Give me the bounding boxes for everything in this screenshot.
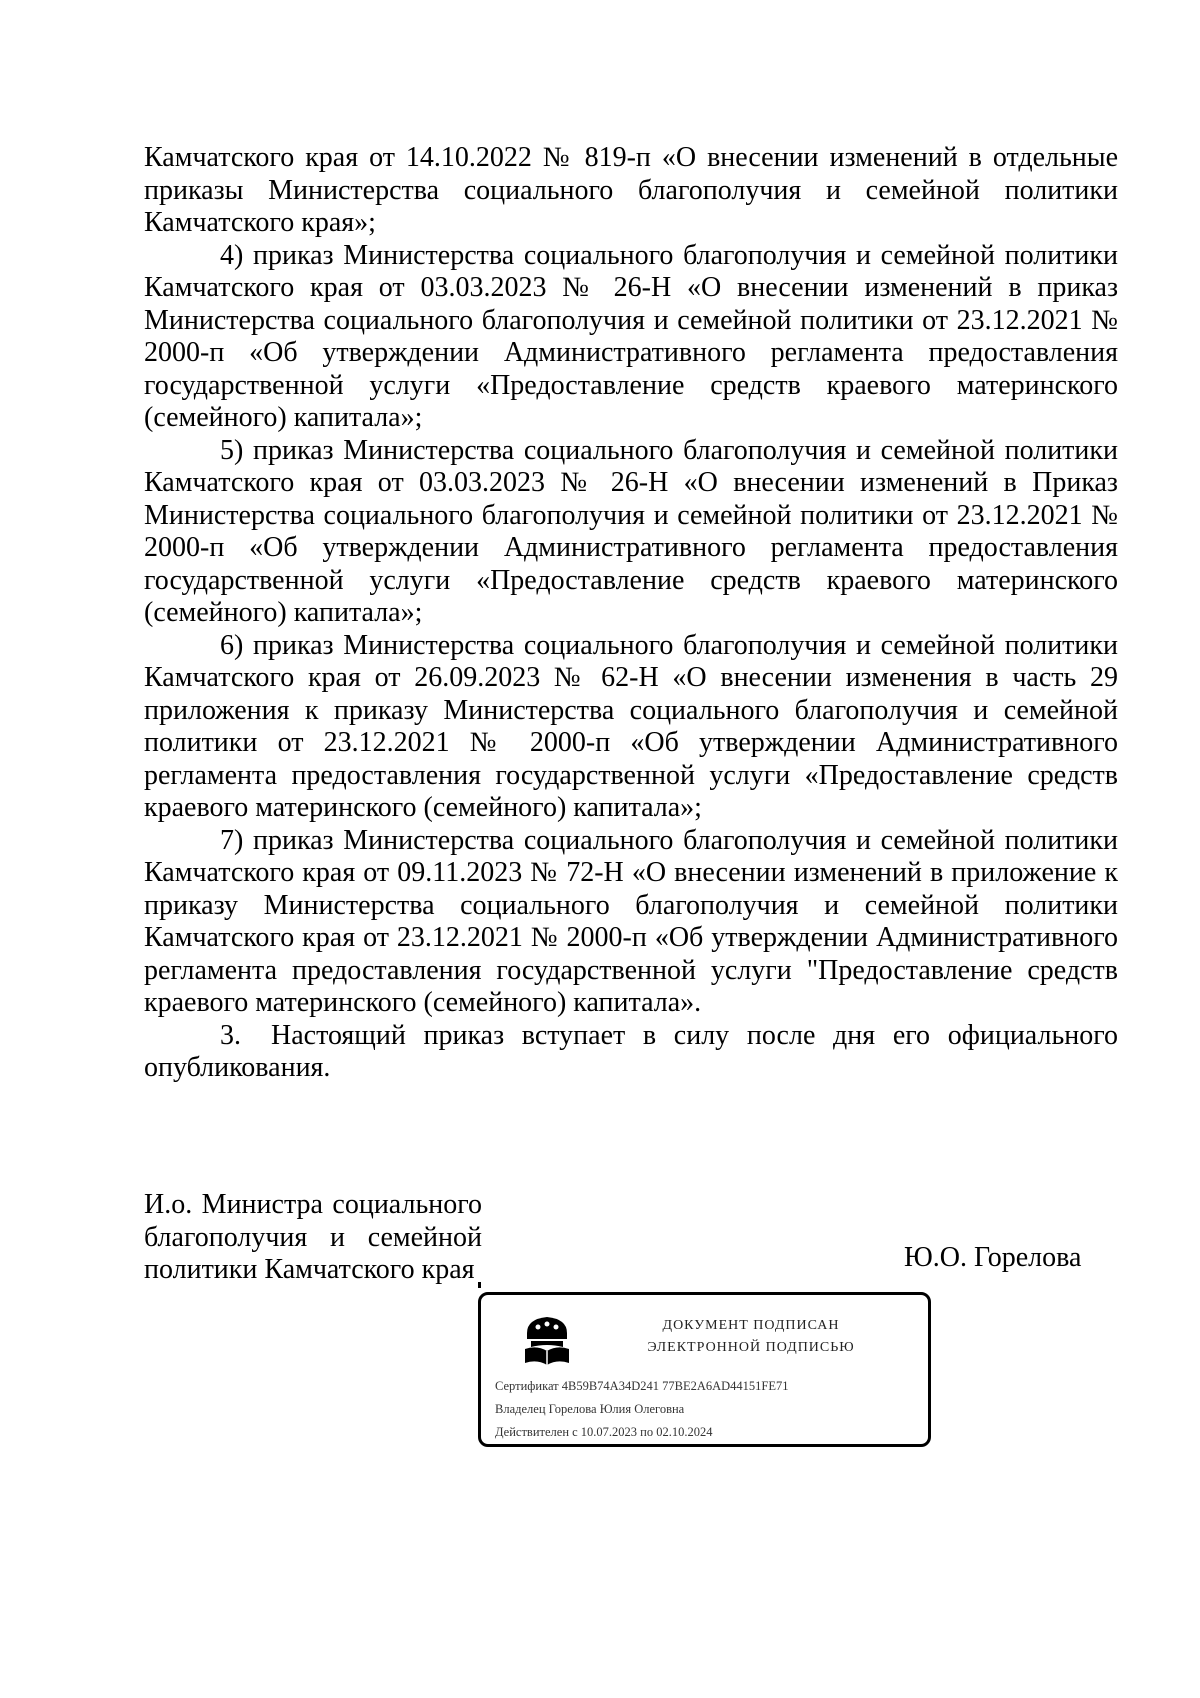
document-body bbox=[144, 142, 1118, 1085]
coat-of-arms-icon bbox=[521, 1313, 573, 1367]
list-item-5: 5) приказ Министерства социального благополучия и семейной политики Камчатского края от 03.03.2023 № 26-Н «О внесении изменений в Приказ Министерства социального благополучия и семейной политики от 23.12.2021 № 2000-п «Об утверждении Административного регламента предоставления государственной услуги «Предоставление средств краевого материнского (семейного) капитала»; bbox=[144, 434, 1118, 628]
stamp-title-line-1: ДОКУМЕНТ ПОДПИСАН bbox=[662, 1318, 840, 1333]
stamp-mark bbox=[478, 1282, 481, 1288]
stamp-owner: Владелец Горелова Юлия Олеговна bbox=[495, 1402, 685, 1416]
stamp-certificate: Сертификат 4B59B74A34D241 77BE2A6AD44151FE71 bbox=[495, 1379, 789, 1393]
signatory-position: И.о. Министра социального благополучия и семейной политики Камчатского края bbox=[144, 1189, 482, 1285]
stamp-title-line-2: ЭЛЕКТРОННОЙ ПОДПИСЬЮ bbox=[647, 1340, 855, 1355]
stamp-title bbox=[601, 1315, 901, 1359]
list-item-4: 4) приказ Министерства социального благополучия и семейной политики Камчатского края от 03.03.2023 № 26-Н «О внесении изменений в приказ Министерства социального благополучия и семейной политики от 23.12.2021 № 2000-п «Об утверждении Административного регламента предоставления государственной услуги «Предоставление средств краевого материнского (семейного) капитала»; bbox=[144, 239, 1118, 433]
list-item-6: 6) приказ Министерства социального благополучия и семейной политики Камчатского края от 26.09.2023 № 62-Н «О внесении изменения в часть 29 приложения к приказу Министерства социального благополучия и семейной политики от 23.12.2021 № 2000-п «Об утверждении Административного регламента предоставления государственной услуги «Предоставление средств краевого материнского (семейного) капитала»; bbox=[144, 629, 1118, 823]
list-item-7: 7) приказ Министерства социального благополучия и семейной политики Камчатского края от 09.11.2023 № 72-Н «О внесении изменений в приложение к приказу Министерства социального благополучия и семейной политики Камчатского края от 23.12.2021 № 2000-п «Об утверждении Административного регламента предоставления государственной услуги "Предоставление средств краевого материнского (семейного) капитала». bbox=[144, 824, 1118, 1018]
point-3-number: 3. bbox=[220, 1019, 241, 1051]
electronic-signature-stamp bbox=[478, 1292, 931, 1447]
point-3-text: Настоящий приказ вступает в силу после дня его официального опубликования. bbox=[144, 1019, 1118, 1083]
paragraph-continuation: Камчатского края от 14.10.2022 № 819-п «О внесении изменений в отдельные приказы Министерства социального благополучия и семейной политики Камчатского края»; bbox=[144, 142, 1118, 238]
stamp-validity: Действителен с 10.07.2023 по 02.10.2024 bbox=[495, 1425, 713, 1439]
point-3 bbox=[144, 1020, 1118, 1085]
signatory-name: Ю.О. Горелова bbox=[904, 1242, 1082, 1273]
